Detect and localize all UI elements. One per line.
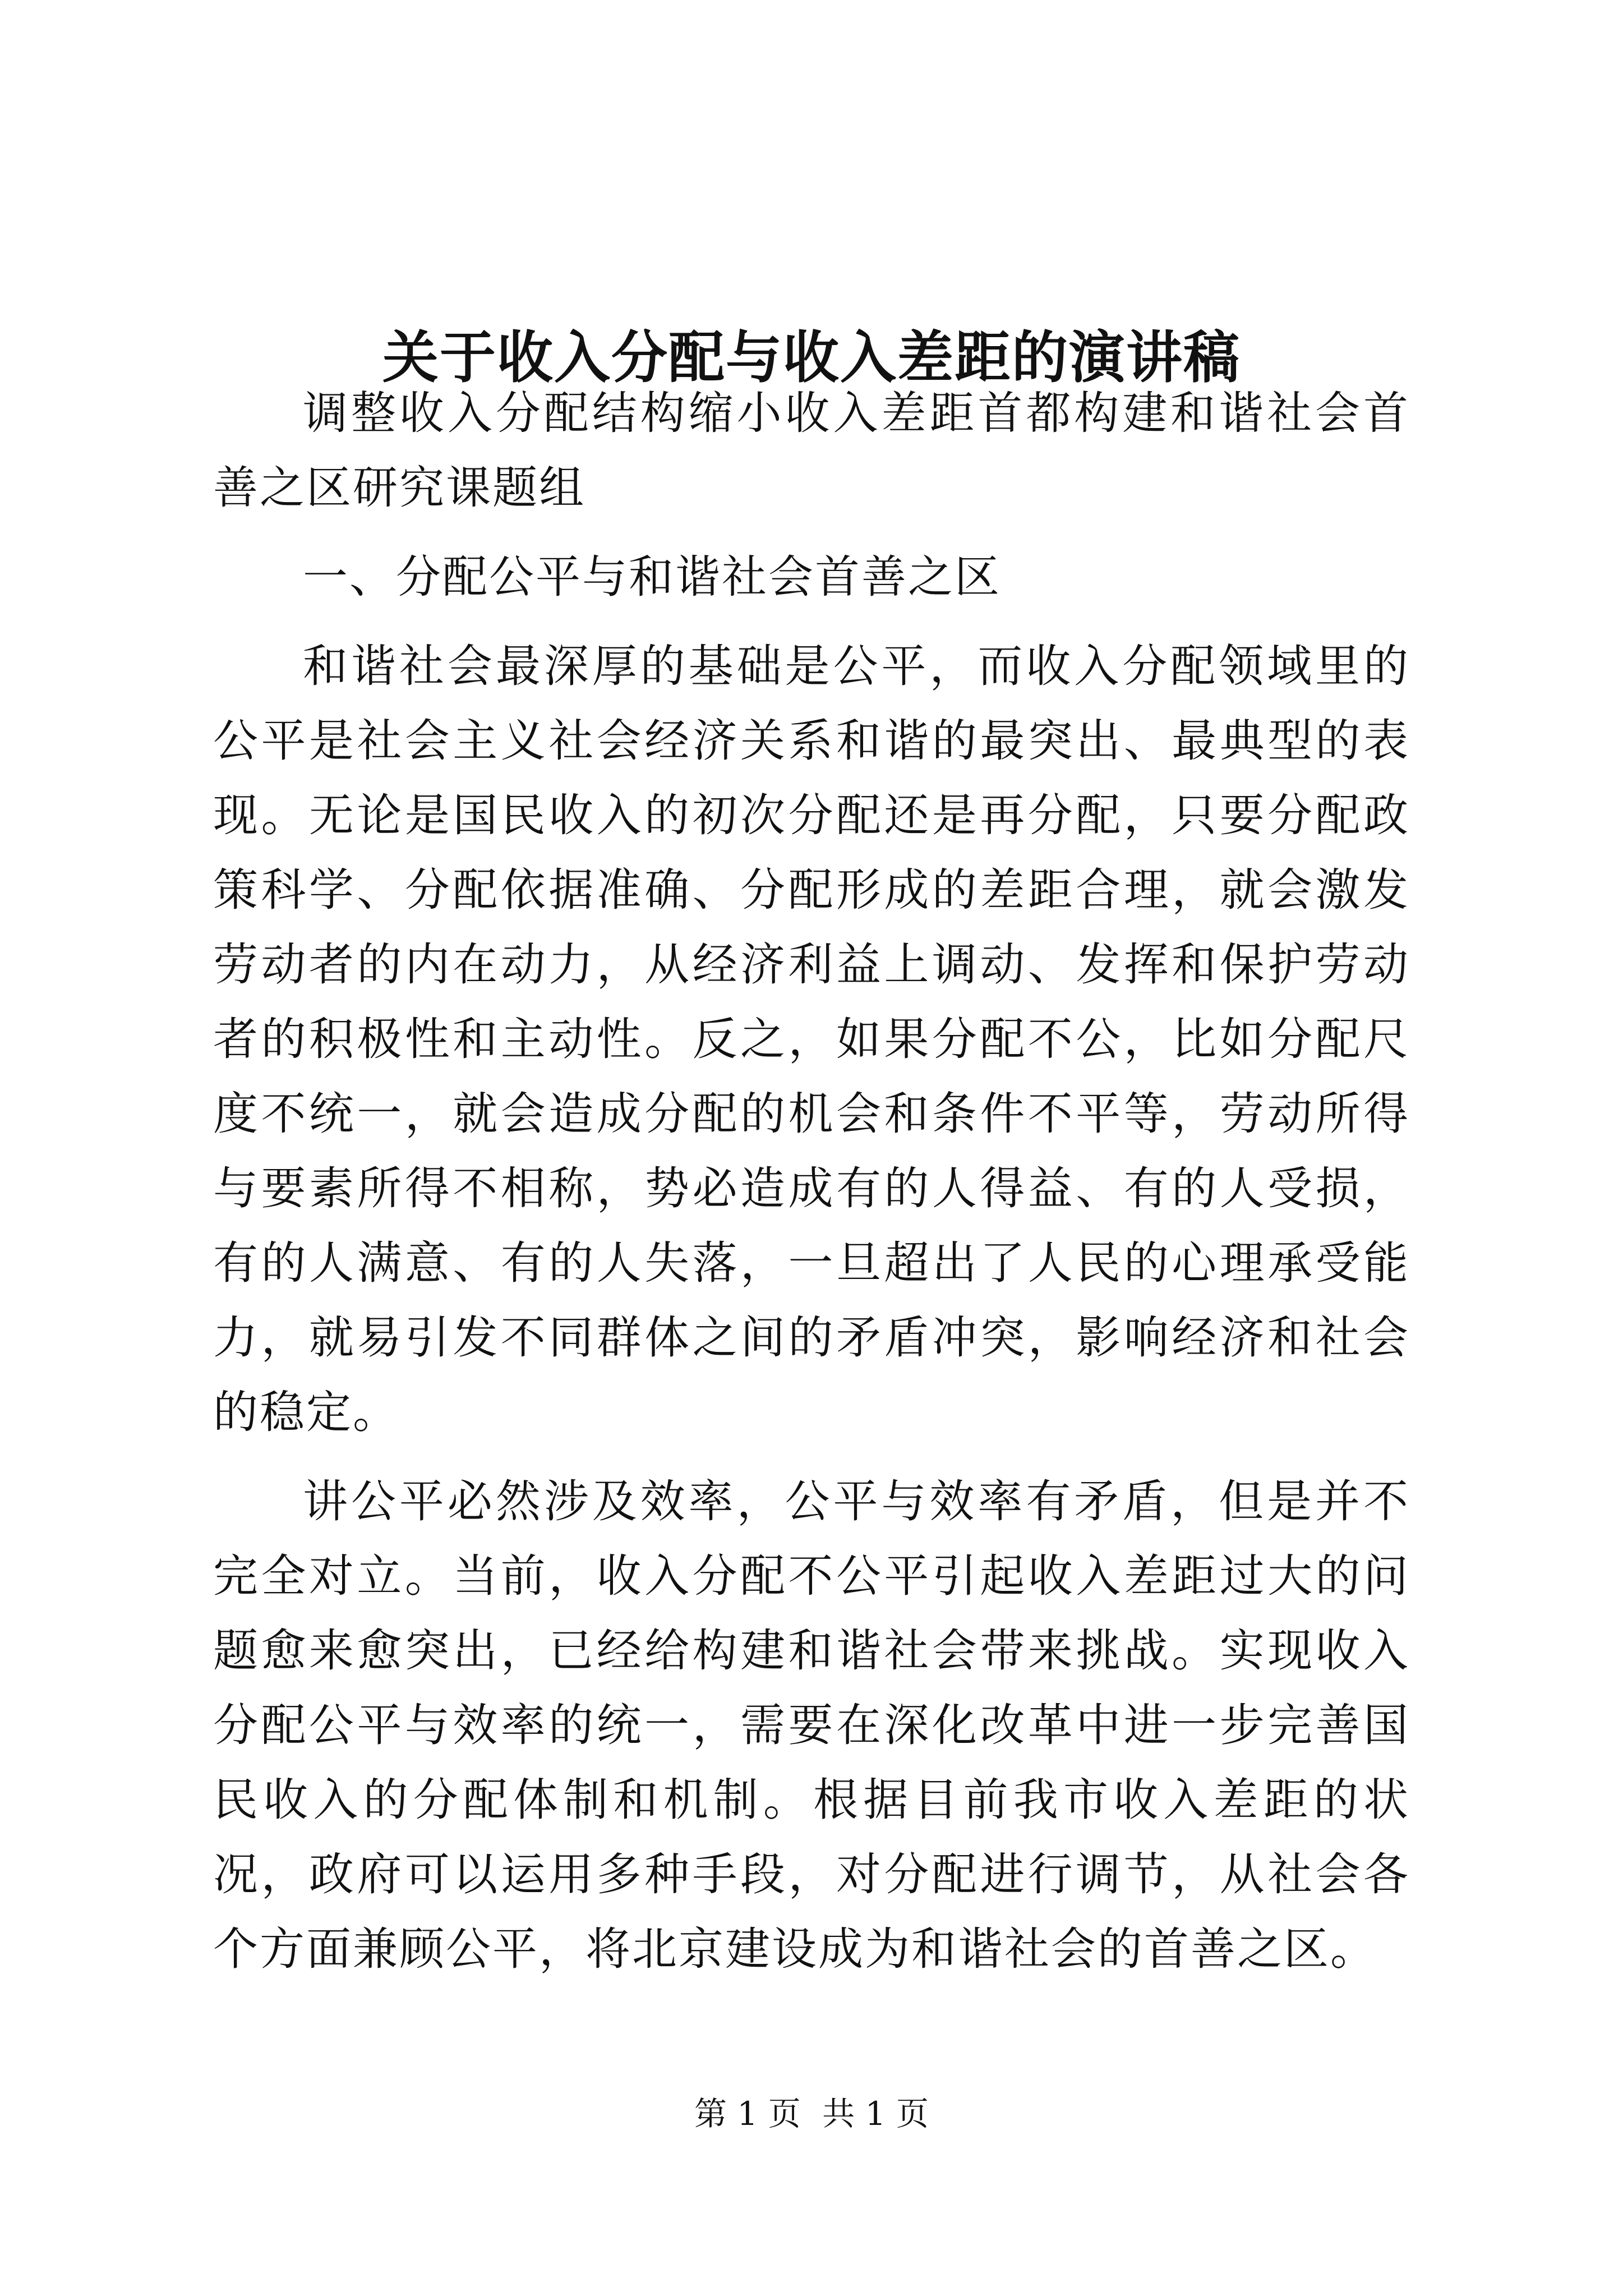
page-number: 第 1 页 <box>694 2095 801 2133</box>
section-heading: 一、分配公平与和谐社会首善之区 <box>303 551 1001 603</box>
page-footer <box>0 2091 1623 2136</box>
body-paragraph: 和谐社会最深厚的基础是公平，而收入分配领域里的公平是社会主义社会经济关系和谐的最突出、最典型的表现。无论是国民收入的初次分配还是再分配，只要分配政策科学、分配依据准确、分配形成的差距合理，就会激发劳动者的内在动力，从经济利益上调动、发挥和保护劳动者的积极性和主动性。反之，如果分配不公，比如分配尺度不统一，就会造成分配的机会和条件不平等，劳动所得与要素所得不相称，势必造成有的人得益、有的人受损，有的人满意、有的人失落，一旦超出了人民的心理承受能力，就易引发不同群体之间的矛盾冲突，影响经济和社会的稳定。 <box>213 640 1410 1438</box>
body-paragraph: 讲公平必然涉及效率，公平与效率有矛盾，但是并不完全对立。当前，收入分配不公平引起收入差距过大的问题愈来愈突出，已经给构建和谐社会带来挑战。实现收入分配公平与效率的统一，需要在深化改革中进一步完善国民收入的分配体制和机制。根据目前我市收入差距的状况，政府可以运用多种手段，对分配进行调节，从社会各个方面兼顾公平，将北京建设成为和谐社会的首善之区。 <box>213 1475 1410 1975</box>
byline-paragraph: 调整收入分配结构缩小收入差距首都构建和谐社会首善之区研究课题组 <box>213 387 1410 514</box>
document-title: 关于收入分配与收入差距的演讲稿 <box>382 324 1241 390</box>
document-body <box>213 376 1410 2001</box>
page-total: 共 1 页 <box>822 2095 929 2133</box>
